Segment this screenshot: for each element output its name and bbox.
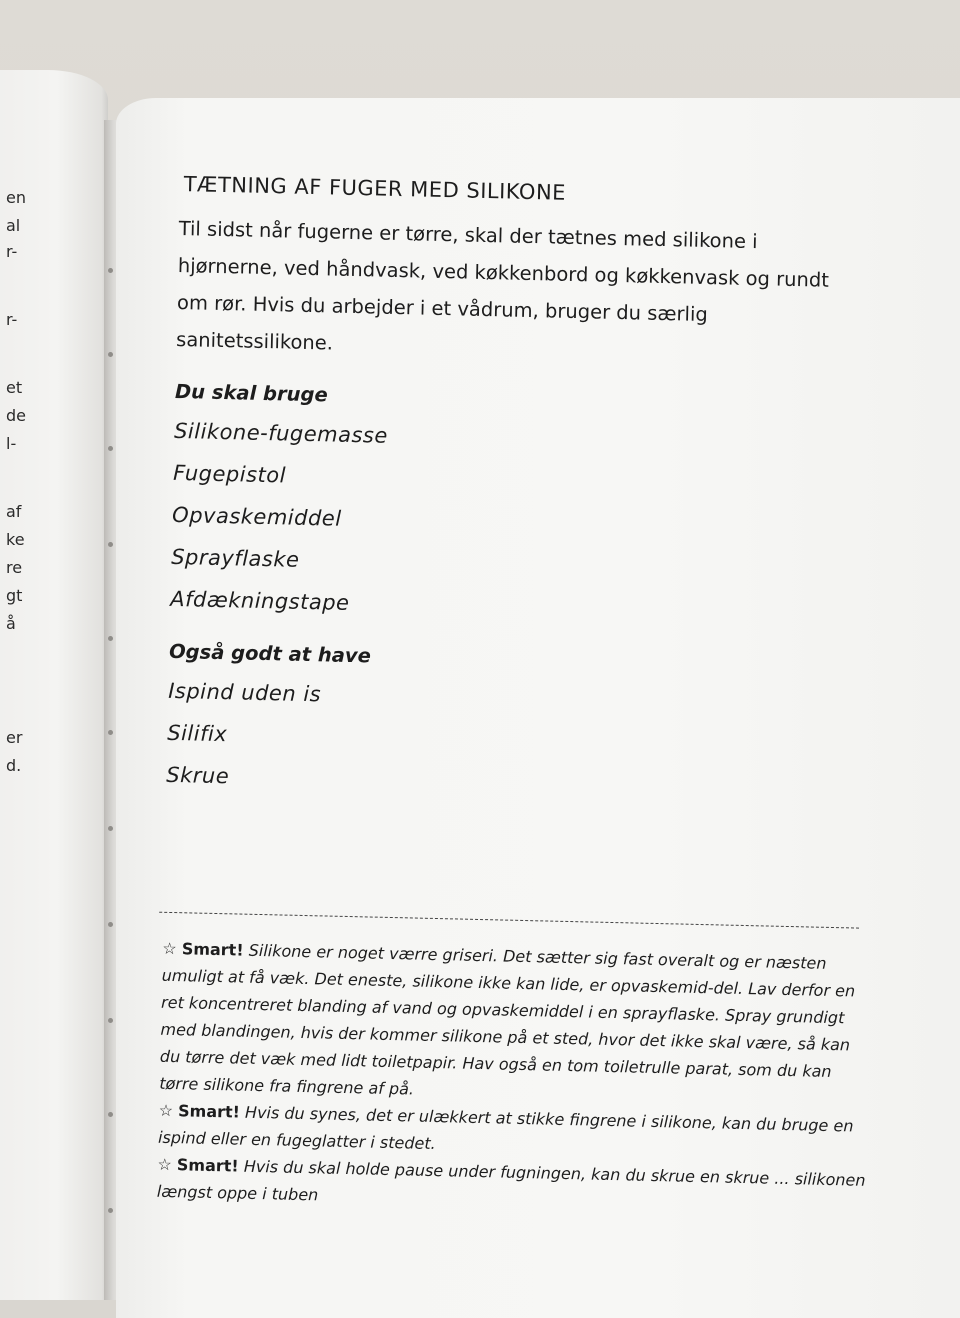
list-item: Opvaskemiddel: [171, 502, 342, 531]
binding-stitch: [108, 826, 113, 831]
star-icon: ☆: [158, 1100, 174, 1121]
left-page: [0, 70, 108, 1300]
page-content: [157, 172, 880, 1221]
left-line-fragment: af: [6, 502, 22, 521]
list-item: Skrue: [166, 762, 230, 789]
list-item: Sprayflaske: [170, 544, 300, 572]
must-use-list: [170, 410, 875, 636]
tip-text: Hvis du synes, det er ulækkert at stikke fingrene i silikone, kan du bruge en ispind eller en fugeglatter i stedet.: [157, 1102, 854, 1154]
list-item: Ispind uden is: [167, 678, 322, 707]
star-icon: ☆: [162, 938, 177, 959]
left-line-fragment: en: [6, 188, 26, 207]
binding-stitch: [108, 352, 113, 357]
list-item: Fugepistol: [172, 460, 287, 488]
left-line-fragment: l-: [6, 434, 17, 453]
left-page-text: [0, 70, 108, 1300]
binding-stitch: [108, 1018, 113, 1023]
binding-stitch: [108, 446, 113, 451]
binding-stitch: [108, 922, 113, 927]
section-title: TÆTNING AF FUGER MED SILIKONE: [183, 172, 567, 205]
intro-paragraph: Til sidst når fugerne er tørre, skal der tætnes med silikone i hjørnerne, ved håndvask, ved køkkenbord og køkkenvask og rundt om rør. Hvis du arbejder i et vådrum, bruger du særlig sanitetssilikone.: [175, 216, 830, 355]
left-line-fragment: er: [6, 728, 23, 747]
list-item: Afdækningstape: [170, 586, 350, 615]
tip-paragraph: [159, 935, 874, 1113]
list-item: Silikone-fugemasse: [173, 418, 389, 448]
tip-lead: Smart!: [181, 939, 244, 960]
nice-to-have-heading: Også godt at have: [168, 639, 372, 668]
left-line-fragment: r-: [6, 242, 18, 261]
list-item: Silifix: [167, 720, 228, 747]
left-line-fragment: d.: [6, 756, 22, 775]
left-line-fragment: å: [6, 614, 16, 633]
left-line-fragment: et: [6, 378, 23, 397]
binding-stitch: [108, 268, 113, 273]
left-line-fragment: ke: [6, 530, 25, 549]
left-line-fragment: al: [6, 216, 21, 235]
tip-text: Silikone er noget værre griseri. Det sætter sig fast overalt og er næsten umuligt at få væk. Det eneste, silikone ikke kan lide, er opvaskemid-del. Lav derfor en ret koncentreret blanding af vand og opvaskemiddel i en sprayflaske. Spray grundigt med blandingen, hvis der kommer silikone på et sted, hvor det ikke skal være, så kan du tørre det væk med lidt toiletpapir. Hav også en tom toiletrulle parat, som du kan tørre silikone fra fingrene af på.: [159, 940, 856, 1099]
tip-lead: Smart!: [176, 1155, 239, 1176]
left-line-fragment: re: [6, 558, 23, 577]
binding-stitch: [108, 636, 113, 641]
binding-stitch: [108, 1208, 113, 1213]
tip-text: Hvis du skal holde pause under fugningen, kan du skrue en skrue ... silikonen længst oppe i tuben: [156, 1156, 866, 1205]
left-line-fragment: gt: [6, 586, 23, 605]
binding-stitch: [108, 542, 113, 547]
star-icon: ☆: [157, 1154, 173, 1175]
nice-to-have-list: [166, 670, 869, 812]
dashed-divider: [159, 912, 859, 929]
binding-stitch: [108, 730, 113, 735]
binding-stitch: [108, 1112, 113, 1117]
left-line-fragment: r-: [6, 310, 18, 329]
must-use-heading: Du skal bruge: [174, 379, 328, 407]
tip-lead: Smart!: [177, 1101, 241, 1122]
left-line-fragment: de: [6, 406, 26, 425]
